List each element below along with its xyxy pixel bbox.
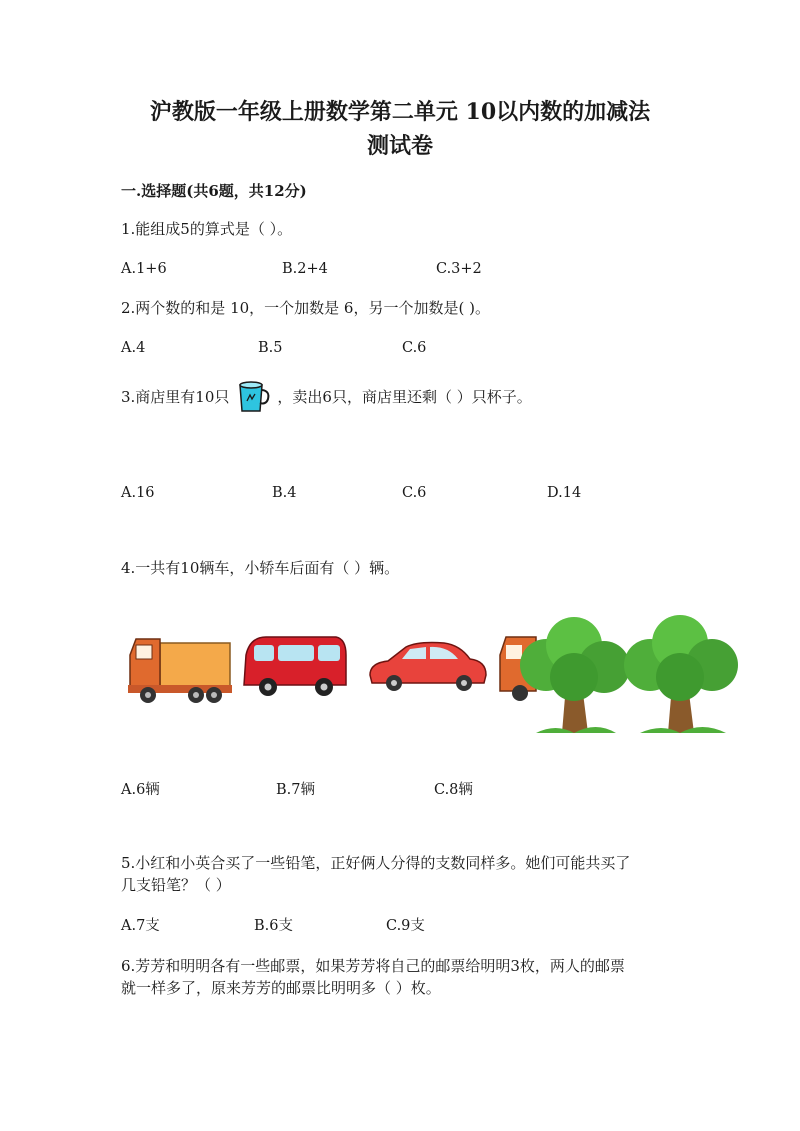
section-heading: 一.选择题(共6题，共12分) [121, 182, 307, 200]
q2-option-c: C.6 [402, 340, 427, 356]
question-6-line-1: 6.芳芳和明明各有一些邮票，如果芳芳将自己的邮票给明明3枚，两人的邮票 [121, 957, 625, 975]
q3-option-a: A.16 [121, 485, 155, 501]
question-4: 4.一共有10辆车，小轿车后面有（ ）辆。 [121, 559, 400, 577]
q4-option-a: A.6辆 [121, 782, 160, 798]
question-5-line-1: 5.小红和小英合买了一些铅笔，正好俩人分得的支数同样多。她们可能共买了 [121, 854, 631, 872]
q3-option-b: B.4 [272, 485, 297, 501]
truck-icon [128, 639, 232, 703]
question-2: 2.两个数的和是 10，一个加数是 6，另一个加数是( )。 [121, 299, 490, 317]
bus-icon [244, 637, 346, 696]
car-icon [370, 643, 486, 692]
q2-option-a: A.4 [121, 340, 146, 356]
q4-option-c: C.8辆 [434, 782, 473, 798]
q3-text-after: ，卖出6只，商店里还剩（ ）只杯子。 [277, 388, 532, 406]
q1-option-c: C.3+2 [436, 261, 482, 277]
q2-option-b: B.5 [258, 340, 283, 356]
cup-icon [235, 379, 271, 415]
tree-icon [520, 617, 630, 733]
q5-option-b: B.6支 [254, 918, 293, 934]
page-title: 沪教版一年级上册数学第二单元 10以内数的加减法 [149, 99, 651, 125]
q5-option-c: C.9支 [386, 918, 425, 934]
q3-option-d: D.14 [547, 485, 582, 501]
question-1: 1.能组成5的算式是（ ）。 [121, 220, 293, 238]
q4-option-b: B.7辆 [276, 782, 315, 798]
question-6-line-2: 就一样多了，原来芳芳的邮票比明明多（ ）枚。 [121, 979, 441, 997]
q3-option-c: C.6 [402, 485, 427, 501]
q1-option-b: B.2+4 [282, 261, 328, 277]
page-subtitle: 测试卷 [366, 133, 433, 159]
question-3 [121, 377, 532, 417]
vehicles-picture [126, 615, 738, 740]
q5-option-a: A.7支 [121, 918, 160, 934]
q1-option-a: A.1+6 [121, 261, 167, 277]
q3-text-before: 3.商店里有10只 [121, 388, 230, 406]
question-5-line-2: 几支铅笔？（ ） [121, 876, 231, 894]
tree-icon [624, 615, 738, 733]
